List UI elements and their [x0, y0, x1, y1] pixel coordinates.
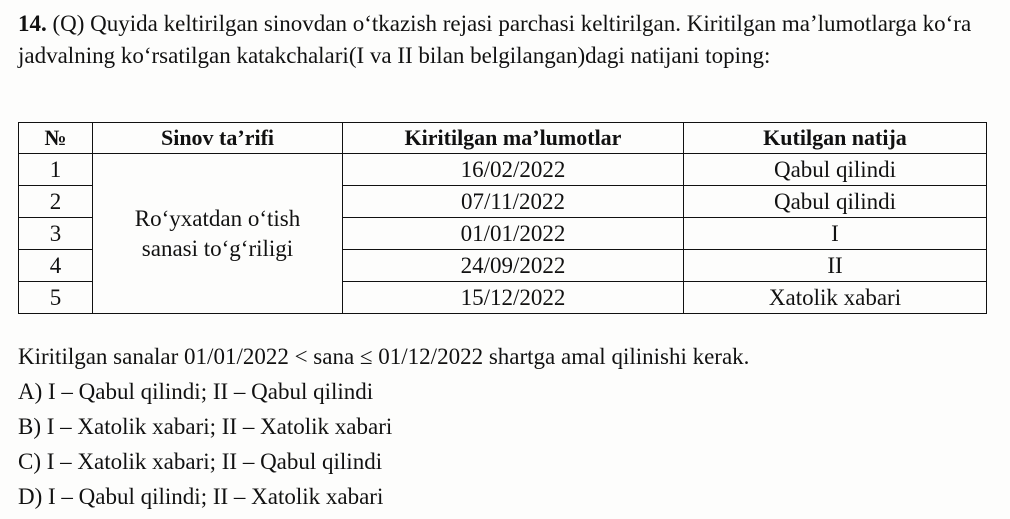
header-description: Sinov ta’rifi — [93, 123, 343, 154]
option-b[interactable]: B) I – Xatolik xabari; II – Xatolik xabari — [18, 414, 393, 439]
option-d[interactable]: D) I – Qabul qilindi; II – Xatolik xabari — [18, 484, 384, 509]
row-number: 2 — [19, 186, 93, 218]
expected-result: Qabul qilindi — [684, 186, 987, 218]
description-line: Ro‘yxatdan o‘tish — [134, 205, 301, 231]
row-number: 1 — [19, 154, 93, 186]
condition-text: Kiritilgan sanalar 01/01/2022 < sana ≤ 01/12/2022 shartga amal qilinishi kerak. — [18, 344, 750, 369]
row-number: 5 — [19, 282, 93, 314]
header-expected-result: Kutilgan natija — [684, 123, 987, 154]
input-date: 24/09/2022 — [343, 250, 684, 282]
question-body: (Q) Quyida keltirilgan sinovdan o‘tkazish rejasi parchasi keltirilgan. Kiritilgan ma’lumotlarga ko‘ra jadvalning ko‘rsatilgan katakchalari(I va II bilan belgilangan)dagi natijani toping: — [18, 11, 972, 68]
test-plan-table — [18, 122, 987, 314]
input-date: 15/12/2022 — [343, 282, 684, 314]
option-a[interactable]: A) I – Qabul qilindi; II – Qabul qilindi — [18, 379, 374, 404]
test-description — [93, 154, 343, 314]
question-text — [18, 8, 1003, 72]
input-date: 01/01/2022 — [343, 218, 684, 250]
input-date: 16/02/2022 — [343, 154, 684, 186]
table-header-row — [19, 123, 987, 154]
row-number: 4 — [19, 250, 93, 282]
header-number: № — [19, 123, 93, 154]
header-input-data: Kiritilgan ma’lumotlar — [343, 123, 684, 154]
question-number: 14. — [18, 11, 47, 36]
description-line: sanasi to‘g‘riligi — [141, 235, 294, 261]
expected-result: I — [684, 218, 987, 250]
expected-result: Qabul qilindi — [684, 154, 987, 186]
row-number: 3 — [19, 218, 93, 250]
answer-options — [18, 374, 392, 514]
option-c[interactable]: C) I – Xatolik xabari; II – Qabul qilindi — [18, 449, 383, 474]
expected-result: II — [684, 250, 987, 282]
expected-result: Xatolik xabari — [684, 282, 987, 314]
input-date: 07/11/2022 — [343, 186, 684, 218]
table-row — [19, 154, 987, 186]
